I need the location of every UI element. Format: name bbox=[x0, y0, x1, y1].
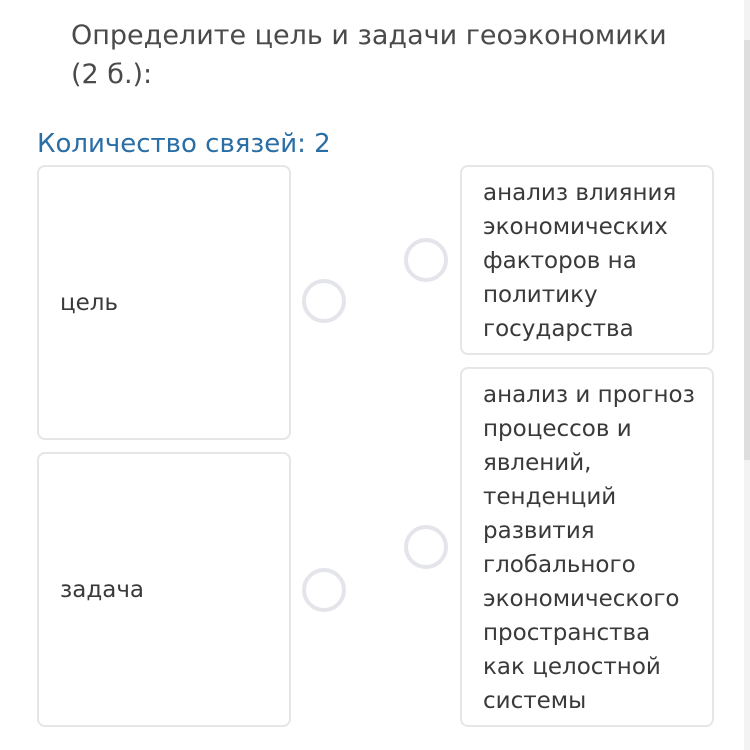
scrollbar-track[interactable] bbox=[744, 0, 750, 750]
question-title: Определите цель и задачи геоэкономики (2 б.): bbox=[71, 20, 667, 90]
left-item-goal[interactable] bbox=[37, 165, 291, 440]
right-item-label: анализ влияния экономических факторов на политику государства bbox=[483, 180, 677, 342]
links-count-label: Количество связей: 2 bbox=[37, 129, 331, 159]
connector-left-goal[interactable] bbox=[302, 279, 346, 323]
left-item-label: цель bbox=[60, 289, 119, 316]
left-item-task[interactable] bbox=[37, 452, 291, 727]
left-item-label: задача bbox=[60, 576, 145, 603]
connector-right-analysis-forecast[interactable] bbox=[404, 525, 448, 569]
right-item-analysis-forecast[interactable] bbox=[460, 367, 714, 727]
right-item-analysis-influence[interactable] bbox=[460, 165, 714, 355]
connector-right-analysis-influence[interactable] bbox=[404, 238, 448, 282]
right-item-label: анализ и прогноз процессов и явлений, тенденций развития глобального экономического пространства как целостной системы bbox=[483, 382, 695, 714]
scrollbar-thumb[interactable] bbox=[744, 40, 750, 460]
connector-left-task[interactable] bbox=[302, 568, 346, 612]
